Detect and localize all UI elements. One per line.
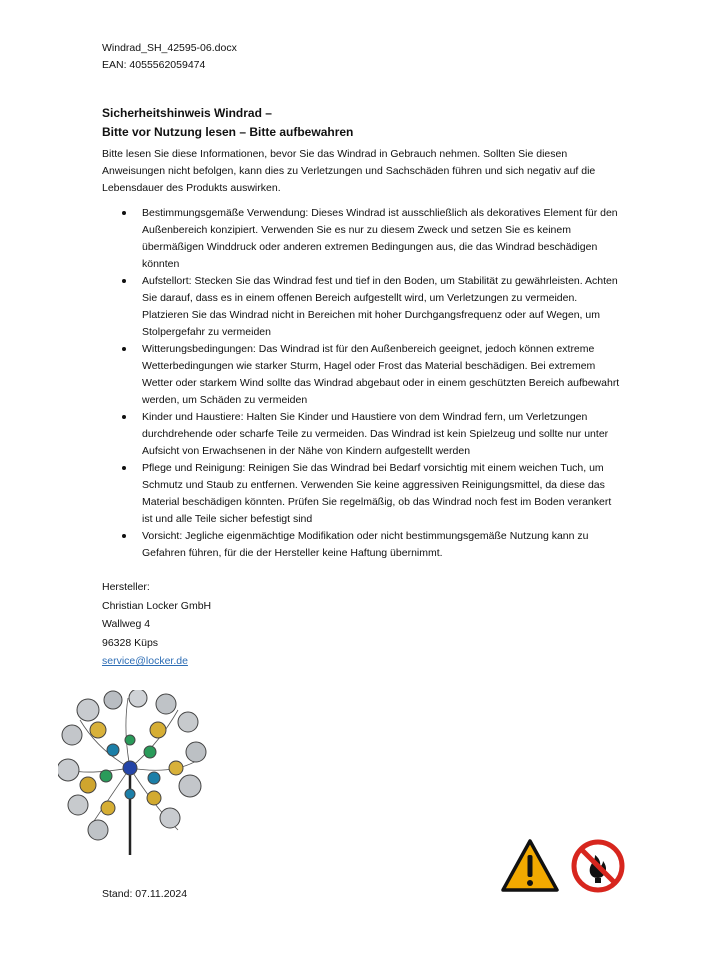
list-item: Bestimmungsgemäße Verwendung: Dieses Windrad ist ausschließlich als dekoratives Element für den Außenbereich konzipiert. Verwenden Sie es nur zu diesem Zweck und setzen Sie es keinem übermäßigen Winddruck oder anderen extremen Bedingungen aus, die das Windrad beschädigen könnten	[142, 205, 622, 273]
document-date: Stand: 07.11.2024	[102, 888, 188, 900]
list-item: Kinder und Haustiere: Halten Sie Kinder und Haustiere von dem Windrad fern, um Verletzungen durchdrehende oder scharfe Teile zu vermeiden. Das Windrad ist kein Spielzeug und sollte nur unter Aufsicht von Erwachsenen in der Nähe von Kindern aufgestellt werden	[142, 409, 622, 460]
title-line-2: Bitte vor Nutzung lesen – Bitte aufbewahren	[102, 125, 354, 139]
list-item: Vorsicht: Jegliche eigenmächtige Modifikation oder nicht bestimmungsgemäße Nutzung kann zu Gefahren führen, für die der Hersteller keine Haftung übernimmt.	[142, 528, 622, 562]
safety-signs	[500, 838, 626, 894]
list-item: Aufstellort: Stecken Sie das Windrad fest und tief in den Boden, um Stabilität zu gewährleisten. Achten Sie darauf, dass es in einem offenen Bereich aufgestellt wird, um Verletzungen zu vermeiden. Platzieren Sie das Windrad nicht in Bereichen mit hoher Durchgangsfrequenz oder auf Wegen, um Stolpergefahr zu vermeiden	[142, 273, 622, 341]
manufacturer-block	[102, 578, 622, 671]
windrad-product-image	[58, 690, 208, 855]
document-page	[102, 40, 622, 671]
manufacturer-street: Wallweg 4	[102, 618, 151, 630]
document-title	[102, 104, 622, 142]
document-meta	[102, 40, 622, 74]
title-line-1: Sicherheitshinweis Windrad –	[102, 106, 272, 120]
manufacturer-label: Hersteller:	[102, 581, 150, 593]
ean-code: EAN: 4055562059474	[102, 59, 206, 71]
manufacturer-company: Christian Locker GmbH	[102, 599, 212, 612]
intro-paragraph: Bitte lesen Sie diese Informationen, bevor Sie das Windrad in Gebrauch nehmen. Sollten Sie diesen Anweisungen nicht befolgen, kann dies zu Verletzungen und Sachschäden führen und sich negativ auf die Lebensdauer des Produkts auswirken.	[102, 148, 596, 194]
no-open-flame-icon	[570, 838, 626, 894]
document-filename: Windrad_SH_42595-06.docx	[102, 42, 237, 54]
manufacturer-city: 96328 Küps	[102, 636, 159, 649]
warning-triangle-icon	[500, 838, 560, 894]
list-item: Witterungsbedingungen: Das Windrad ist für den Außenbereich geeignet, jedoch können extreme Wetterbedingungen wie starker Sturm, Hagel oder Frost das Material beschädigen. Bei extremem Wetter oder starkem Wind sollte das Windrad abgebaut oder in einem geschützten Bereich aufbewahrt werden, um Schäden zu vermeiden	[142, 341, 622, 409]
safety-list	[102, 205, 622, 562]
list-item: Pflege und Reinigung: Reinigen Sie das Windrad bei Bedarf vorsichtig mit einem weichen Tuch, um Schmutz und Staub zu entfernen. Verwenden Sie keine aggressiven Reinigungsmittel, da diese das Material beschädigen könnten. Prüfen Sie regelmäßig, ob das Windrad noch fest im Boden verankert ist und alle Teile sicher befestigt sind	[142, 460, 622, 528]
manufacturer-email-link[interactable]: service@locker.de	[102, 655, 188, 667]
